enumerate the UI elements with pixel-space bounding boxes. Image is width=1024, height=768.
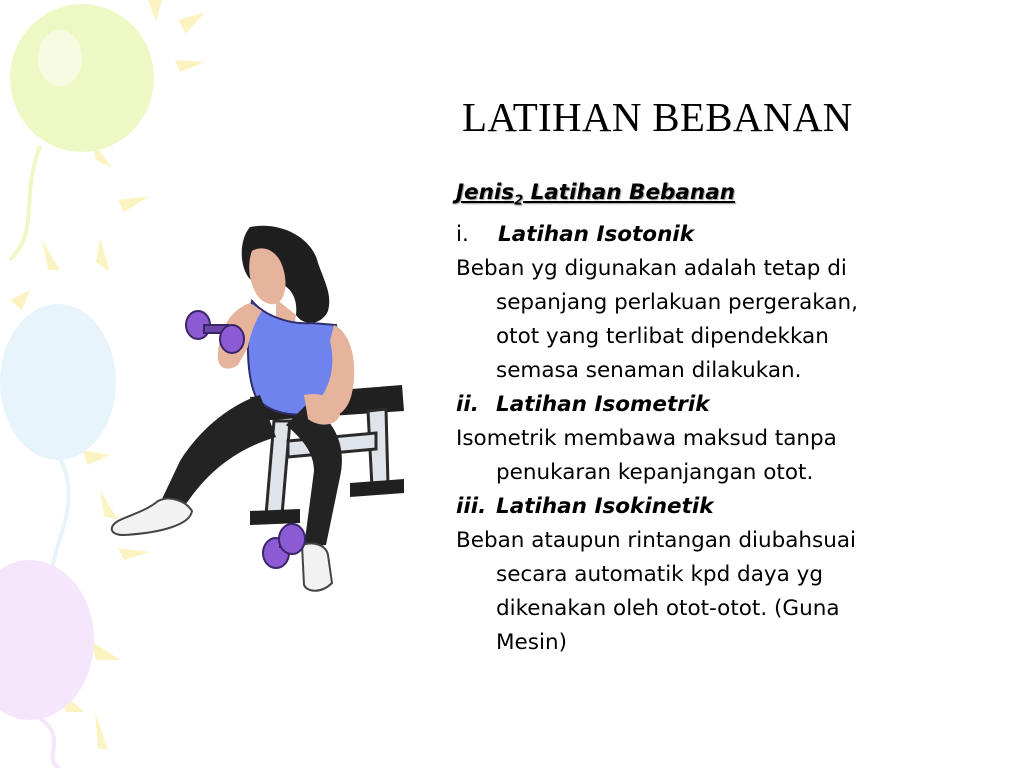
body-line: Mesin) (496, 630, 567, 656)
body-line: Isometrik membawa maksud tanpa (456, 426, 837, 452)
section-heading-text: Latihan Isokinetik (496, 494, 714, 520)
section-marker: iii. (456, 494, 487, 520)
body-line: semasa senaman dilakukan. (496, 358, 802, 384)
section-body-isokinetik (456, 524, 1016, 660)
woman-lifting-dumbbell-illustration (100, 215, 410, 605)
body-line: sepanjang perlakuan pergerakan, (496, 290, 858, 316)
section-marker: ii. (456, 392, 479, 418)
body-line: secara automatik kpd daya yg (496, 562, 823, 588)
body-line: Beban yg digunakan adalah tetap di (456, 256, 847, 282)
subheading (456, 176, 1016, 218)
subheading-suffix: Latihan Bebanan (523, 180, 736, 205)
section-heading-text: Latihan Isotonik (498, 222, 695, 248)
purple-balloon (0, 560, 94, 768)
slide-content (456, 176, 1016, 660)
section-heading-isokinetik (456, 490, 1016, 524)
body-line: Beban ataupun rintangan diubahsuai (456, 528, 857, 554)
section-marker: i. (456, 222, 469, 248)
body-line: dikenakan oleh otot-otot. (Guna (496, 596, 840, 622)
body-line: otot yang terlibat dipendekkan (496, 324, 829, 350)
dumbbell-floor (263, 524, 305, 568)
section-heading-text: Latihan Isometrik (496, 392, 710, 418)
section-heading-isotonik (456, 218, 1016, 252)
section-heading-isometrik (456, 388, 1016, 422)
slide-title: LATIHAN BEBANAN (462, 94, 853, 140)
body-line: penukaran kepanjangan otot. (496, 460, 814, 486)
subheading-text: Jenis (456, 180, 515, 205)
section-body-isometrik (456, 422, 1016, 490)
section-body-isotonik (456, 252, 1016, 388)
subheading-subscript: 2 (514, 193, 524, 209)
